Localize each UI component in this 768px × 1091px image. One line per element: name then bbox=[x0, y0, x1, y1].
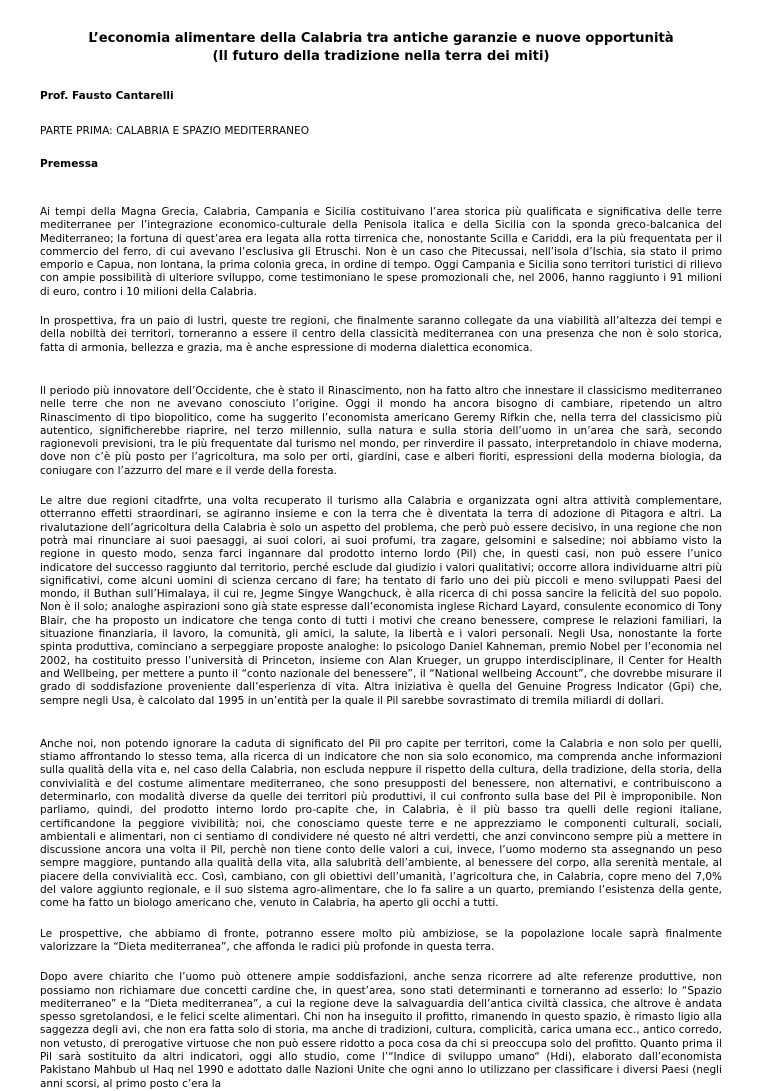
author-name: Prof. Fausto Cantarelli bbox=[40, 90, 174, 102]
paragraph: In prospettiva, fra un paio di lustri, queste tre regioni, che finalmente saranno collegate da una viabilità all’altezza dei tempi e della nobiltà dei territori, torneranno a essere il centro della classicità mediterranea con una presenza che non è solo storica, fatta di armonia, bellezza e grazia, ma è anche espressione di moderna dialettica economica. bbox=[40, 315, 722, 354]
paragraph: Le prospettive, che abbiamo di fronte, potranno essere molto più ambiziose, se la popolazione locale saprà finalmente valorizzare la “Dieta mediterranea”, che affonda le radici più profonde in questa terra. bbox=[40, 927, 722, 953]
paragraph: Anche noi, non potendo ignorare la caduta di significato del Pil pro capite per territori, come la Calabria e non solo per quelli, stiamo affrontando lo stesso tema, alla ricerca di un indicatore che non sia solo economico, ma comprenda anche informazioni sulla qualità della vita e, nel caso della Calabria, non escluda neppure il rispetto della cultura, della tradizione, della storia, della convivialità e del costume alimentare mediterraneo, che sono presupposti del benessere, non alternativi, e contribuiscono a determinarlo, con modalità diverse da quelle dei territori più produttivi, il cui confronto sulla base del Pil è improponibile. Non parliamo, quindi, del prodotto interno lordo pro-capite che, in Calabria, è il più basso tra quelli delle regioni italiane, certificandone la peggiore vivibilità; noi, che conosciamo queste terre e ne apprezziamo le componenti culturali, sociali, ambientali e alimentari, non ci sentiamo di condividere né questo né altri verdetti, che anzi convincono sempre più a mettere in discussione ancora una volta il Pil, perchè non tiene conto delle valori a cui, invece, l’uomo moderno sta assegnando un peso sempre maggiore, puntando alla qualità della vita, alla salubrità dell’ambiente, al benessere del corpo, alla serenità mentale, al piacere della convivialità ecc. Così, cambiano, con gli obiettivi dell’umanità, l’agricoltura che, in Calabria, copre meno del 7,0% del valore aggiunto regionale, e il suo sistema agro-alimentare, che lo fa salire a un quarto, premiando l’esistenza della gente, come ha fatto un biologo americano che, venuto in Calabria, ha aperto gli occhi a tutti. bbox=[40, 737, 722, 910]
document-title bbox=[40, 30, 722, 66]
paragraph: Il periodo più innovatore dell’Occidente, che è stato il Rinascimento, non ha fatto altro che innestare il classicismo mediterraneo nelle terre che non ne avevano conosciuto l’origine. Oggi il mondo ha ancora bisogno di cambiare, ripetendo un altro Rinascimento di tipo biopolitico, come ha suggerito l’economista americano Geremy Rifkin che, nella terra del classicismo più autentico, significherebbe riaprire, nel terzo millennio, sulla natura e sulla storia dell’uomo in un’area che sarà, secondo ragionevoli previsioni, tra le più frequentate dal turismo nel mondo, per rinverdire il passato, interpretandolo in chiave moderna, dove non c’è più posto per l’agricoltura, ma solo per orti, giardini, case e alberi fioriti, espressioni della moderna biologia, da coniugare con l’azzurro del mare e il verde della foresta. bbox=[40, 384, 722, 477]
paragraph: Ai tempi della Magna Grecia, Calabria, Campania e Sicilia costituivano l’area storica più qualificata e significativa delle terre mediterranee per l’integrazione economico-culturale della Penisola italica e della Sicilia con la sponda greco-balcanica del Mediterraneo; la fortuna di quest’area era legata alla rotta tirrenica che, nonostante Scilla e Cariddi, era la più frequentata per il commercio del ferro, di cui avevano l’esclusiva gli Etruschi. Non è un caso che Pitecussai, nell’isola d’Ischia, sia stato il primo emporio e Capua, non lontana, la prima colonia greca, in ordine di tempo. Oggi Campania e Sicilia sono territori turistici di rilievo con ampie possibilità di ulteriore sviluppo, come testimoniano le spese promozionali che, nel 2006, hanno raggiunto i 91 milioni di euro, contro i 10 milioni della Calabria. bbox=[40, 206, 722, 298]
paragraph: Le altre due regioni citadfrte, una volta recuperato il turismo alla Calabria e organizzata ogni altra attività complementare, otterranno effetti straordinari, se agiranno insieme e con la terra che è diventata la terra di adozione di Pitagora e altri. La rivalutazione dell’agricoltura della Calabria è solo un aspetto del problema, che però può essere decisivo, in una regione che non potrà mai rinunciare ai suoi paesaggi, ai suoi colori, ai suoi profumi, tra zagare, gelsomini e salsedine; noi abbiamo visto la regione in questo modo, senza farci ingannare dal prodotto interno lordo (Pil) che, in questi casi, non può essere l’unico indicatore del successo raggiunto dal territorio, perché esclude dal giudizio i valori qualitativi; occorre allora individuarne altri più significativi, come alcuni uomini di scienza cercano di fare; ha tentato di farlo uno dei più piccoli e meno sviluppati Paesi del mondo, il Buthan sull’Himalaya, il cui re, Jegme Singye Wangchuck, è alla ricerca di chi possa sancire la felicità del suo popolo. Non è il solo; analoghe aspirazioni sono già state espresse dall’economista inglese Richard Layard, consulente economico di Tony Blair, che ha proposto un indicatore che tenga conto di tutti i motivi che creano benessere, comprese le relazioni familiari, la situazione finanziaria, il lavoro, la comunità, gli amici, la salute, la libertà e i valori personali. Negli Usa, nonostante la forte spinta produttiva, cominciano a serpeggiare proposte analoghe: lo psicologo Daniel Kahneman, premio Nobel per l’economia nel 2002, ha costituito presso l’università di Princeton, insieme con Alan Krueger, un gruppo interdisciplinare, il Center for Health and Wellbeing, per mettere a punto il “conto nazionale del benessere”, il “National wellbeing Account”, che dovrebbe misurare il grado di soddisfazione proveniente dall’esperienza di vita. Altra iniziativa è quella del Genuine Progress Indicator (Gpi) che, sempre negli Usa, è calcolato dal 1995 in un’entità per la quale il Pil sarebbe sovrastimato di tremila miliardi di dollari. bbox=[40, 495, 723, 707]
paragraph: Dopo avere chiarito che l’uomo può ottenere ampie soddisfazioni, anche senza ricorrere ad alte referenze produttive, non possiamo non richiamare due concetti cardine che, in quest’area, sono stati determinanti e torneranno ad esserlo: lo “Spazio mediterraneo” e la “Dieta mediterranea”, a cui la regione deve la salvaguardia dell’antica civiltà classica, che altrove è andata spesso sgretolandosi, e le felici scelte alimentari. Chi non ha inseguito il profitto, rimanendo in questo spazio, è rimasto ligio alla saggezza degli avi, che non era fatta solo di storia, ma anche di tradizioni, cultura, complicità, carica umana ecc., antico corredo, non vetusto, di prerogative virtuose che non può essere ridotto a poca cosa da chi si preoccupa solo del profitto. Quanto prima il Pil sarà sostituito da altri indicatori, oggi allo studio, come l’“Indice di sviluppo umano“ (Hdi), elaborato dall’economista Pakistano Mahbub ul Haq nel 1990 e adottato dalle Nazioni Unite che ogni anno lo utilizzano per classificare i diversi Paesi (negli anni scorsi, al primo posto c’era la bbox=[40, 971, 722, 1090]
title-line-2: (Il futuro della tradizione nella terra dei miti) bbox=[212, 49, 550, 64]
part-heading: PARTE PRIMA: CALABRIA E SPAZIO MEDITERRANEO bbox=[40, 125, 310, 137]
section-heading: Premessa bbox=[40, 158, 99, 170]
title-line-1: L’economia alimentare della Calabria tra antiche garanzie e nuove opportunità bbox=[88, 31, 674, 46]
